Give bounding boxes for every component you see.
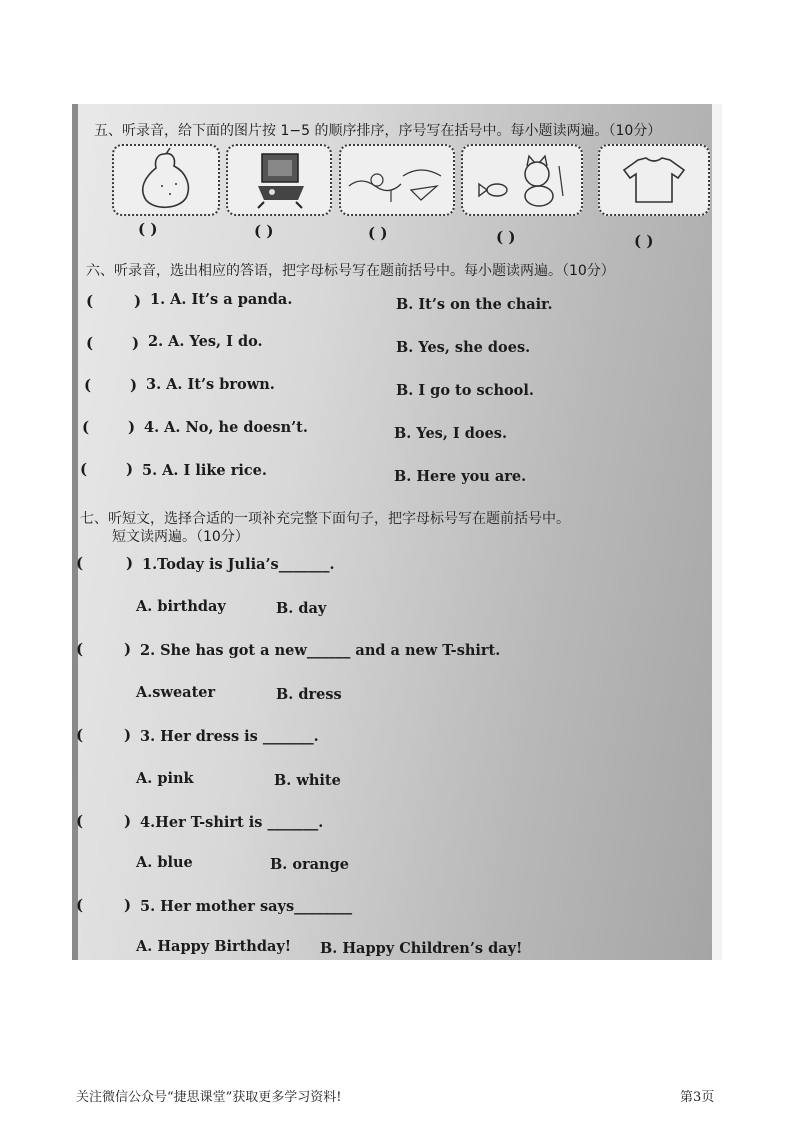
answer-paren-close: ) xyxy=(124,726,132,744)
s7-q1-option-a: A. birthday xyxy=(136,598,226,615)
s7-q2-option-a: A.sweater xyxy=(136,684,216,701)
picture-4-blank[interactable]: ( ) xyxy=(496,228,516,246)
answer-paren-open[interactable]: ( xyxy=(82,418,90,436)
picture-2-blank[interactable]: ( ) xyxy=(254,222,274,240)
answer-paren-open[interactable]: ( xyxy=(76,640,84,658)
s7-q3-question: 3. Her dress is _______. xyxy=(140,728,319,745)
s7-q3-option-a: A. pink xyxy=(136,770,194,787)
s6-q3-option-b: B. I go to school. xyxy=(396,382,534,399)
answer-paren-open[interactable]: ( xyxy=(80,460,88,478)
answer-paren-open[interactable]: ( xyxy=(76,812,84,830)
farm-scene-icon xyxy=(339,144,455,216)
footer-promo-text: 关注微信公众号“捷思课堂”获取更多学习资料! xyxy=(76,1090,342,1105)
answer-paren-close: ) xyxy=(124,896,132,914)
s7-q4-question: 4.Her T-shirt is _______. xyxy=(140,814,324,831)
answer-paren-open[interactable]: ( xyxy=(84,376,92,394)
answer-paren-open[interactable]: ( xyxy=(76,554,84,572)
picture-1-blank[interactable]: ( ) xyxy=(138,220,158,238)
answer-paren-close: ) xyxy=(126,460,134,478)
s7-q5-option-a: A. Happy Birthday! xyxy=(136,938,292,955)
s6-q4-option-a: 4. A. No, he doesn’t. xyxy=(144,419,308,436)
answer-paren-close: ) xyxy=(132,334,140,352)
s7-q1-option-b: B. day xyxy=(276,600,327,617)
s6-q5-option-a: 5. A. I like rice. xyxy=(142,462,267,479)
s7-q1-question: 1.Today is Julia’s_______. xyxy=(142,556,335,573)
s7-q2-option-b: B. dress xyxy=(276,686,342,703)
s7-q5-option-b: B. Happy Children’s day! xyxy=(320,940,523,957)
s6-q2-option-b: B. Yes, she does. xyxy=(396,339,531,356)
s6-q5-option-b: B. Here you are. xyxy=(394,468,527,485)
answer-paren-close: ) xyxy=(124,640,132,658)
section7-title-line2: 短文读两遍。（10分） xyxy=(112,529,249,545)
s6-q4-option-b: B. Yes, I does. xyxy=(394,425,508,442)
answer-paren-close: ) xyxy=(124,812,132,830)
pear-icon xyxy=(112,144,220,216)
photo-left-edge xyxy=(72,104,78,960)
picture-3-blank[interactable]: ( ) xyxy=(368,224,388,242)
answer-paren-close: ) xyxy=(126,554,134,572)
photo-right-edge xyxy=(712,104,722,960)
s7-q4-option-b: B. orange xyxy=(270,856,349,873)
section6-title: 六、听录音，选出相应的答语，把字母标号写在题前括号中。每小题读两遍。（10分） xyxy=(86,263,615,279)
s6-q1-option-a: 1. A. It’s a panda. xyxy=(150,291,293,308)
picture-5-blank[interactable]: ( ) xyxy=(634,232,654,250)
s7-q5-question: 5. Her mother says________ xyxy=(140,898,353,915)
scanned-exam-photo xyxy=(72,104,722,960)
answer-paren-close: ) xyxy=(134,292,142,310)
s6-q1-option-b: B. It’s on the chair. xyxy=(396,296,553,313)
t-shirt-icon xyxy=(598,144,710,216)
s6-q3-option-a: 3. A. It’s brown. xyxy=(146,376,275,393)
answer-paren-open[interactable]: ( xyxy=(76,896,84,914)
tv-robot-icon xyxy=(226,144,332,216)
answer-paren-close: ) xyxy=(128,418,136,436)
s7-q3-option-b: B. white xyxy=(274,772,341,789)
s6-q2-option-a: 2. A. Yes, I do. xyxy=(148,333,263,350)
answer-paren-open[interactable]: ( xyxy=(86,334,94,352)
answer-paren-close: ) xyxy=(130,376,138,394)
answer-paren-open[interactable]: ( xyxy=(86,292,94,310)
s7-q2-question: 2. She has got a new______ and a new T-shirt. xyxy=(140,642,501,659)
cat-fish-icon xyxy=(461,144,583,216)
answer-paren-open[interactable]: ( xyxy=(76,726,84,744)
section7-title-line1: 七、听短文，选择合适的一项补充完整下面句子，把字母标号写在题前括号中。 xyxy=(80,511,570,527)
s7-q4-option-a: A. blue xyxy=(136,854,193,871)
section5-title: 五、听录音，给下面的图片按 1−5 的顺序排序，序号写在括号中。每小题读两遍。（10分） xyxy=(94,123,662,139)
page-number: 第3页 xyxy=(680,1090,715,1105)
